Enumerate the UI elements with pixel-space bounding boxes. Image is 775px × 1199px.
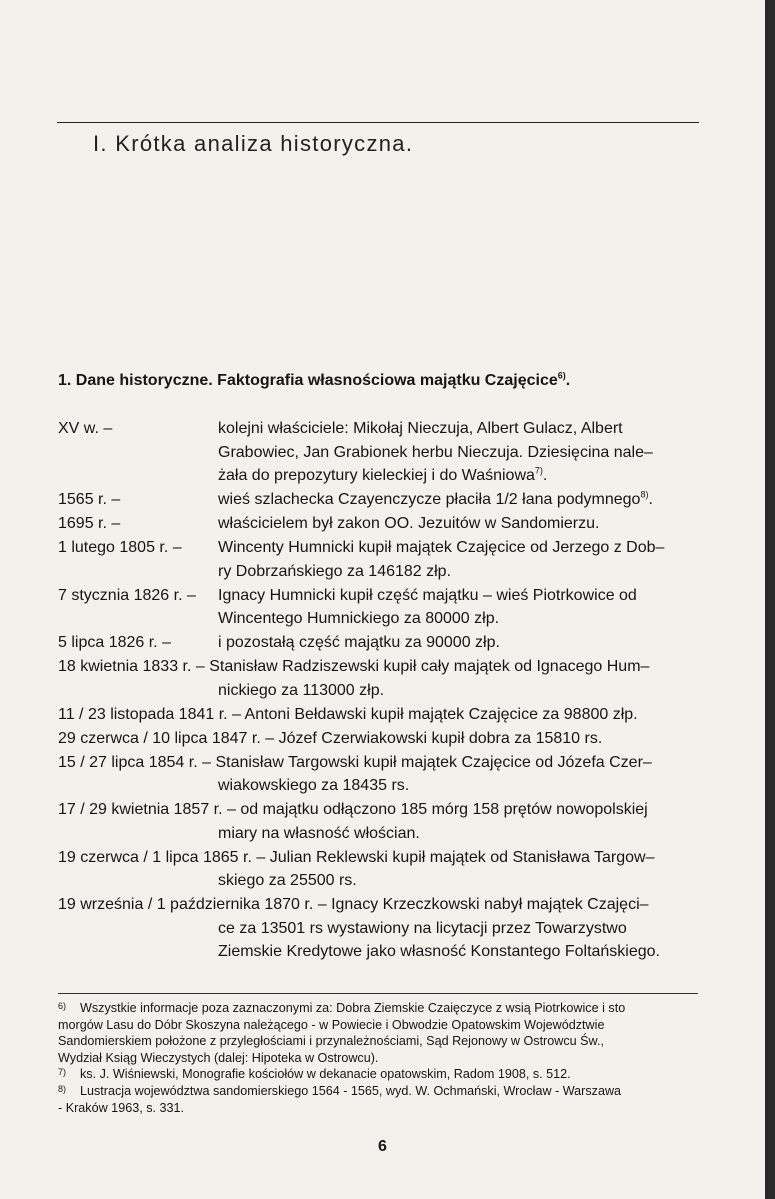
entry-line: skiego za 25500 rs. — [218, 872, 357, 889]
entry-description — [58, 846, 698, 893]
entry-line: Ziemskie Kredytowe jako własność Konstantego Foltańskiego. — [218, 943, 660, 960]
page-number: 6 — [378, 1138, 387, 1155]
footnote-ref[interactable]: 7) — [534, 465, 543, 476]
entry-date: 1565 r. – — [58, 491, 121, 508]
entry-date: XV w. – — [58, 420, 113, 437]
entry-date: 5 lipca 1826 r. – — [58, 634, 171, 651]
entry-first-line: 19 czerwca / 1 lipca 1865 r. – Julian Reklewski kupił majątek od Stanisława Targow– — [58, 848, 655, 866]
entry-first-line: 15 / 27 lipca 1854 r. – Stanisław Targowski kupił majątek Czajęcice od Józefa Czer– — [58, 753, 652, 771]
section-heading: 1. Dane historyczne. Faktografia własnościowa majątku Czajęcice$^{6)}$. — [58, 370, 571, 389]
footnote-rule — [58, 993, 698, 994]
entry-date: 18 kwietnia 1833 r. – — [58, 658, 205, 675]
entry-first-line: 11 / 23 listopada 1841 r. – Antoni Bełdawski kupił majątek Czajęcice za 98800 złp. — [58, 705, 638, 723]
entry-first-line: 17 / 29 kwietnia 1857 r. – od majątku odłączono 185 mórg 158 prętów nowopolskiej — [58, 801, 648, 818]
timeline-entry — [58, 631, 698, 655]
entry-date: 29 czerwca / 10 lipca 1847 r. – — [58, 729, 275, 747]
entry-line: Ignacy Humnicki kupił część majątku – wieś Piotrkowice od — [218, 586, 637, 604]
entry-date: 1695 r. – — [58, 515, 121, 532]
entry-line: Wincentego Humnickiego za 80000 złp. — [218, 610, 500, 627]
footnotes — [58, 1000, 703, 1116]
entry-description — [218, 512, 698, 536]
footnote — [58, 1083, 703, 1116]
entry-date: 19 czerwca / 1 lipca 1865 r. – — [58, 848, 266, 866]
entry-description — [218, 417, 698, 488]
timeline-entry — [58, 536, 698, 583]
entry-line: ry Dobrzańskiego za 146182 złp. — [218, 562, 452, 580]
entry-description — [218, 488, 698, 512]
entry-description — [58, 703, 698, 727]
entry-date: 15 / 27 lipca 1854 r. – — [58, 753, 211, 771]
footnote-line: Wydział Ksiąg Wieczystych (dalej: Hipoteka w Ostrowcu). — [58, 1050, 379, 1065]
entry-description — [58, 798, 698, 845]
timeline-entry — [58, 703, 698, 727]
entry-line: właścicielem był zakon OO. Jezuitów w Sandomierzu. — [218, 515, 600, 532]
page-edge-shadow — [765, 0, 775, 1199]
entry-line: i pozostałą część majątku za 90000 złp. — [218, 634, 500, 651]
footnote-mark: 6) — [58, 1001, 67, 1011]
entry-description — [58, 751, 698, 798]
entry-first-line: 19 września / 1 października 1870 r. – Ignacy Krzeczkowski nabył majątek Czajęci– — [58, 896, 649, 913]
footnote-line: morgów Lasu do Dóbr Skoszyna należącego - w Powiecie i Obwodzie Opatowskim Województwie — [58, 1017, 605, 1032]
timeline-entry — [58, 727, 698, 751]
header-rule — [57, 122, 699, 123]
entry-date: 1 lutego 1805 r. – — [58, 539, 182, 556]
footnote-mark: 7) — [58, 1067, 67, 1078]
entry-description — [218, 584, 698, 631]
timeline-entry — [58, 655, 698, 702]
footnote — [58, 1000, 703, 1066]
entry-line: nickiego za 113000 złp. — [218, 681, 385, 699]
entry-date: 11 / 23 listopada 1841 r. – — [58, 705, 241, 723]
entry-description — [58, 893, 698, 964]
entry-date: 19 września / 1 października 1870 r. – — [58, 896, 327, 913]
entry-line: Wincenty Humnicki kupił majątek Czajęcice od Jerzego z Dob– — [218, 539, 665, 556]
timeline-entry — [58, 798, 698, 845]
entry-date: 17 / 29 kwietnia 1857 r. – — [58, 801, 236, 818]
footnote-ref[interactable]: 6) — [557, 370, 566, 381]
entry-line: Grabowiec, Jan Grabionek herbu Nieczuja. Dziesięcina nale– — [218, 443, 653, 461]
entry-line: kolejni właściciele: Mikołaj Nieczuja, Albert Gulacz, Albert — [218, 420, 623, 437]
timeline-entry — [58, 846, 698, 893]
ownership-timeline — [58, 417, 698, 964]
entry-first-line: 29 czerwca / 10 lipca 1847 r. – Józef Czerwiakowski kupił dobra za 15810 rs. — [58, 729, 603, 747]
entry-first-line: 18 kwietnia 1833 r. – Stanisław Radziszewski kupił cały majątek od Ignacego Hum– — [58, 658, 650, 675]
footnote — [58, 1066, 703, 1083]
timeline-entry — [58, 417, 698, 488]
footnote-line: Lustracja województwa sandomierskiego 1564 - 1565, wyd. W. Ochmański, Wrocław - Warszawa — [80, 1083, 622, 1098]
footnote-ref[interactable]: 8) — [640, 489, 649, 500]
entry-description — [218, 536, 698, 583]
footnote-line: Wszystkie informacje poza zaznaczonymi za: Dobra Ziemskie Czaięczyce z wsią Piotrkowice i sto — [80, 1001, 626, 1015]
footnote-line: Sandomierskiem położone z przyległościami i przynależnościami, Sąd Rejonowy w Ostrowcu Św., — [58, 1034, 604, 1049]
timeline-entry — [58, 584, 698, 631]
entry-description — [58, 655, 698, 702]
chapter-title: I. Krótka analiza historyczna. — [93, 131, 414, 156]
entry-line: wieś szlachecka Czayenczycze płaciła 1/2 łana podymnego$^{8)}$. — [218, 489, 653, 508]
entry-line: miary na własność włościan. — [218, 824, 420, 842]
entry-line: ce za 13501 rs wystawiony na licytacji przez Towarzystwo — [218, 919, 627, 937]
timeline-entry — [58, 512, 698, 536]
entry-date: 7 stycznia 1826 r. – — [58, 586, 196, 604]
footnote-line: - Kraków 1963, s. 331. — [58, 1100, 185, 1115]
timeline-entry — [58, 893, 698, 964]
footnote-line: ks. J. Wiśniewski, Monografie kościołów w dekanacie opatowskim, Radom 1908, s. 512. — [80, 1067, 571, 1082]
timeline-entry — [58, 488, 698, 512]
entry-line: żała do prepozytury kieleckiej i do Waśniowa$^{7)}$. — [218, 465, 548, 484]
entry-description — [218, 631, 698, 655]
entry-line: wiakowskiego za 18435 rs. — [218, 777, 410, 794]
footnote-mark: 8) — [58, 1083, 67, 1094]
timeline-entry — [58, 751, 698, 798]
entry-description — [58, 727, 698, 751]
